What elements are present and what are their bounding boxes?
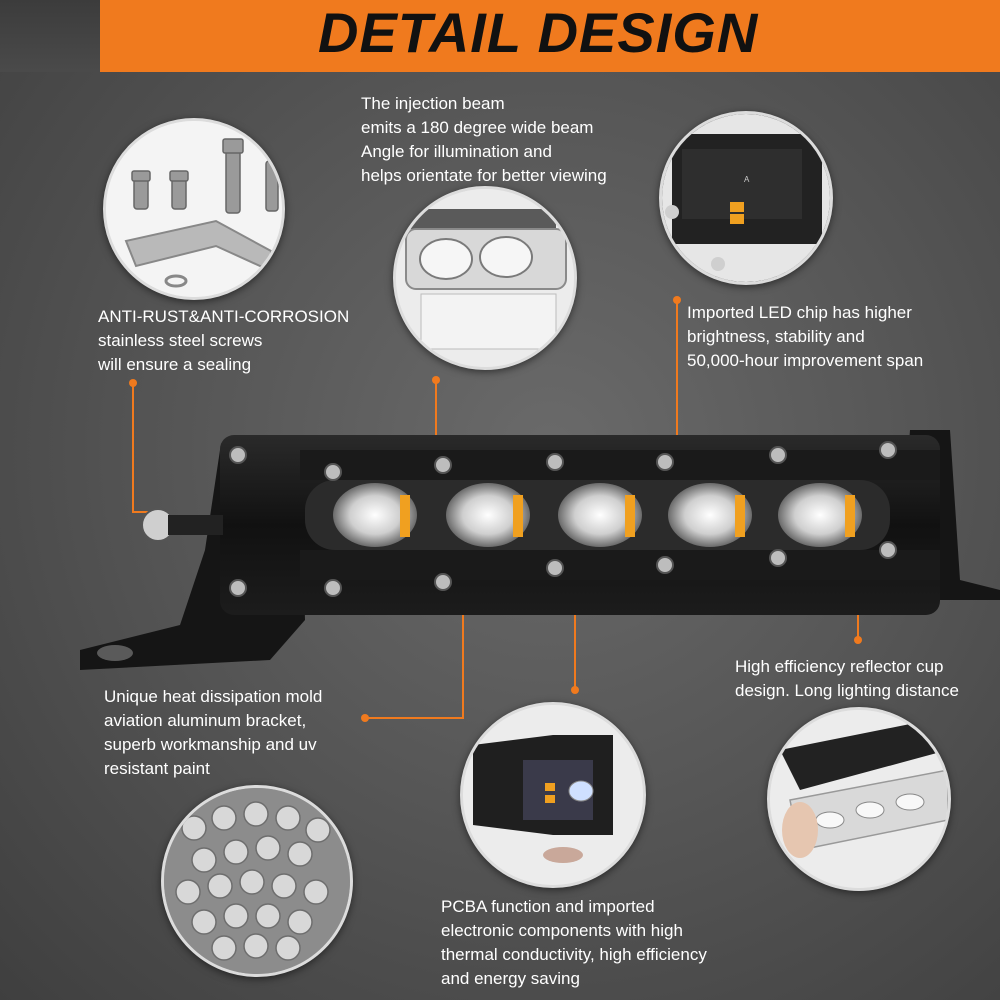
caption-line: emits a 180 degree wide beam <box>361 118 594 137</box>
caption-line: will ensure a sealing <box>98 355 252 374</box>
caption-line: The injection beam <box>361 94 505 113</box>
caption-line: design. Long lighting distance <box>735 681 959 700</box>
reflector-image <box>767 707 951 891</box>
caption-line: brightness, stability and <box>687 327 865 346</box>
caption-line: High efficiency reflector cup <box>735 657 944 676</box>
page-title: DETAIL DESIGN <box>318 1 759 64</box>
caption-line: aviation aluminum bracket, <box>104 711 307 730</box>
caption-line: helps orientate for better viewing <box>361 166 607 185</box>
screws-image <box>103 118 285 300</box>
caption-reflector <box>735 655 959 703</box>
caption-pcba <box>441 895 707 991</box>
caption-line: stainless steel screws <box>98 331 263 350</box>
lens-image <box>393 186 577 370</box>
caption-anti-rust <box>98 305 349 377</box>
caption-heat-dissipation <box>104 685 322 781</box>
caption-line: electronic components with high <box>441 921 683 940</box>
led-chip-image <box>659 111 833 285</box>
caption-line: superb workmanship and uv <box>104 735 317 754</box>
caption-line: and energy saving <box>441 969 580 988</box>
caption-line: Angle for illumination and <box>361 142 552 161</box>
caption-line: resistant paint <box>104 759 210 778</box>
caption-line: Unique heat dissipation mold <box>104 687 323 706</box>
caption-line: Imported LED chip has higher <box>687 303 912 322</box>
caption-injection-beam <box>361 92 607 188</box>
caption-line: 50,000-hour improvement span <box>687 351 924 370</box>
pcba-image <box>460 702 646 888</box>
caption-line: PCBA function and imported <box>441 897 655 916</box>
light-bar-image <box>70 410 1000 690</box>
caption-led-chip <box>687 301 923 373</box>
caption-line: thermal conductivity, high efficiency <box>441 945 707 964</box>
aluminum-rods-image <box>161 785 353 977</box>
svg-text:A: A <box>744 175 750 184</box>
caption-line: ANTI-RUST&ANTI-CORROSION <box>98 307 350 326</box>
